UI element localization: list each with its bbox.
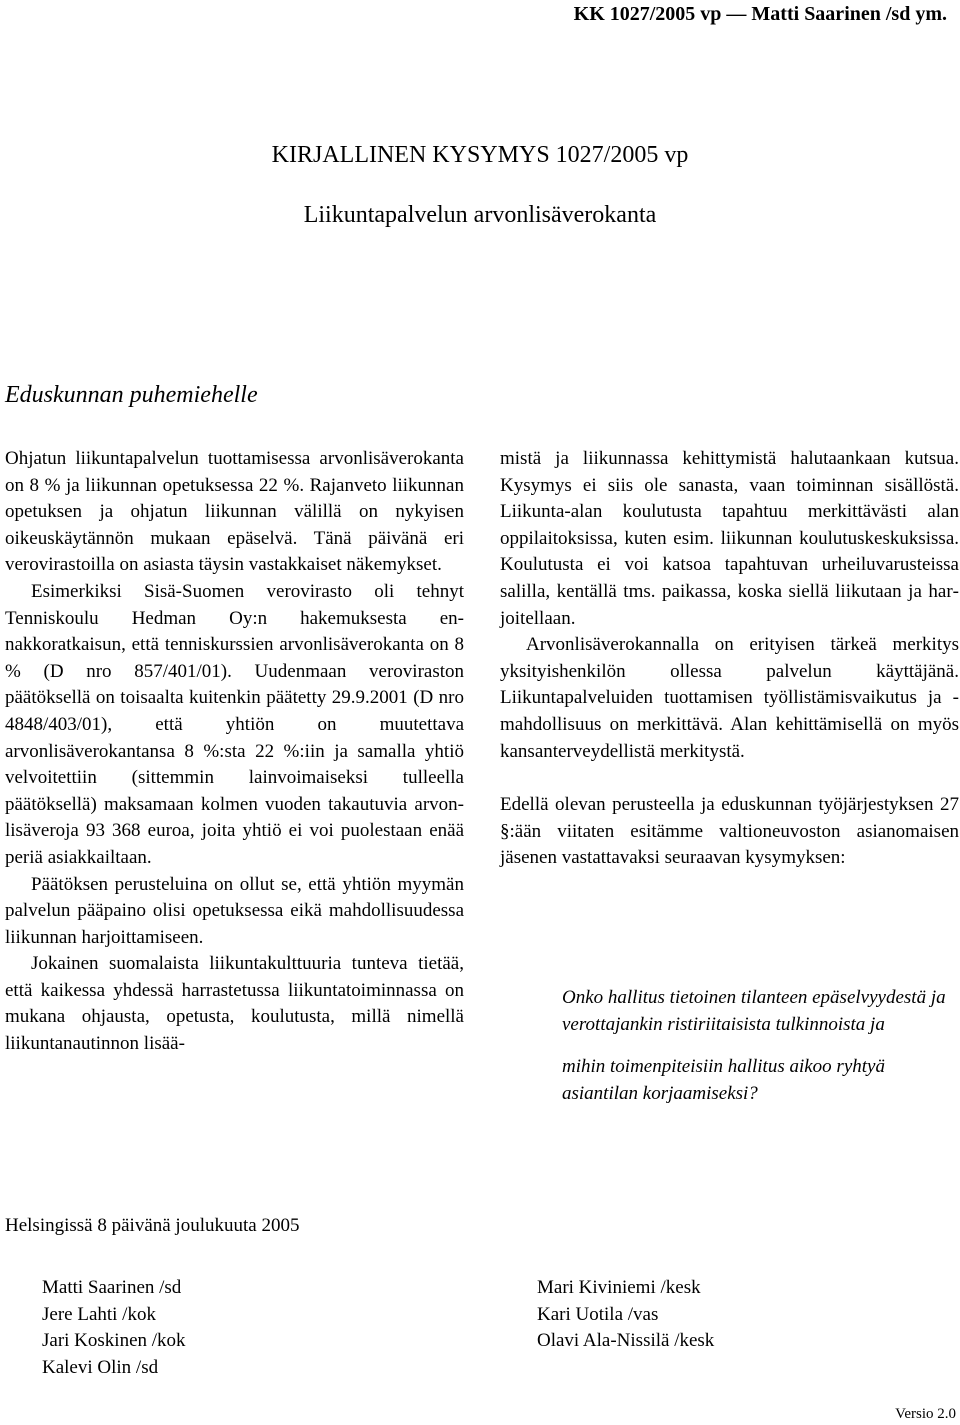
body-column-left [5, 446, 464, 1058]
signer-name: Kari Uotila /vas [537, 1303, 659, 1325]
version-label: Versio 2.0 [895, 1406, 956, 1422]
document-subtitle: Liikuntapalvelun arvonlisäverokanta [303, 202, 657, 228]
signer-name: Kalevi Olin /sd [42, 1356, 159, 1378]
body-paragraph: Esimerkiksi Sisä-Suomen verovirasto oli tehnyt Tenniskoulu Hedman Oy:n hakemuksesta ennakkoratkaisun, että tenniskurssien arvonlisäverokanta on 8 % (D nro 857/401/01). Uudenmaan veroviraston päätöksellä on toisaalta kuitenkin päätetty 29.9.2001 (D nro 4848/403/01), että yhtiön on muutettava arvonlisäverokantansa 8 %:sta 22 %:iin ja samalla yhtiö velvoitettiin (sittemmin lainvoimaiseksi tulleella päätöksellä) maksamaan kolmen vuoden takautuvia arvonlisäveroja 93 368 euroa, joita yhtiö ei voi puolestaan enää periä asiakkailtaan. [5, 580, 464, 868]
signer-name: Olavi Ala-Nissilä /kesk [537, 1330, 715, 1352]
body-paragraph: Ohjatun liikuntapalvelun tuottamisessa arvonlisäverokanta on 8 % ja liikunnan opetuksessa 22 %. Rajanveto liikunnan opetuksen ja ohjatun liikunnan välillä on nykyisen oikeuskäytännön mukaan epäselvä. Tänä päivänä eri verovirastoilla on asiasta täysin vastakkaiset näkemykset. [5, 448, 464, 576]
signer-name: Matti Saarinen /sd [42, 1277, 182, 1298]
document-title: KIRJALLINEN KYSYMYS 1027/2005 vp [271, 142, 689, 168]
question-paragraph: mihin toimenpiteisiin hallitus aikoo ryhtyä asiantilan korjaamiseksi? [562, 1056, 885, 1104]
document-header: KK 1027/2005 vp — Matti Saarinen /sd ym. [573, 3, 947, 25]
body-paragraph: Arvonlisäverokannalla on erityisen tärkeä merkitys yksityishenkilön ollessa palvelun käyttäjänä. Liikuntapalveluiden tuottamisen työllistämisvaikutus ja -mahdollisuus on merkittävä. Alan kehittämisellä on myös kansanterveydellistä merkitystä. [500, 634, 959, 762]
body-column-right [500, 446, 959, 872]
body-paragraph: Jokainen suomalaista liikuntakulttuuria tunteva tietää, että kaikessa yhdessä harrastetussa liikuntatoiminnassa on mukana ohjausta, opetusta, koulutusta, millä nimellä liikuntanautinnon lisää- [5, 953, 464, 1055]
signers-right [537, 1275, 714, 1355]
signer-name: Mari Kiviniemi /kesk [537, 1277, 701, 1298]
body-paragraph: mistä ja liikunnassa kehittymistä halutaankaan kutsua. Kysymys ei siis ole sanasta, vaan toiminnan sisällöstä. Liikunta-alan koulutusta tapahtuu merkittävästi alan oppilaitoksissa, kuten esim. liikunnan koulutuskeskuksissa. Koulutusta ei voi katsoa tapahtuvan urheiluvarusteissa salilla, kentällä tms. paikassa, koska siellä liikutaan ja harjoitellaan. [500, 448, 959, 629]
question-block [562, 985, 958, 1107]
signer-name: Jere Lahti /kok [42, 1303, 156, 1325]
signers-left [42, 1275, 186, 1381]
body-paragraph: Päätöksen perusteluina on ollut se, että yhtiön myymän palvelun pääpaino olisi opetuksessa eikä mahdollisuudessa liikunnan harjoittamiseen. [5, 873, 464, 948]
signer-name: Jari Koskinen /kok [42, 1330, 186, 1352]
body-paragraph: Edellä olevan perusteella ja eduskunnan työjärjestyksen 27 §:ään viitaten esitämme valtioneuvoston asianomaisen jäsenen vastattavaksi seuraavan kysymyksen: [500, 794, 959, 869]
salutation: Eduskunnan puhemiehelle [5, 382, 258, 408]
date-line: Helsingissä 8 päivänä joulukuuta 2005 [5, 1215, 300, 1236]
question-paragraph: Onko hallitus tietoinen tilanteen epäselvyydestä ja verottajankin ristiriitaisista tulkinnoista ja [562, 987, 946, 1035]
